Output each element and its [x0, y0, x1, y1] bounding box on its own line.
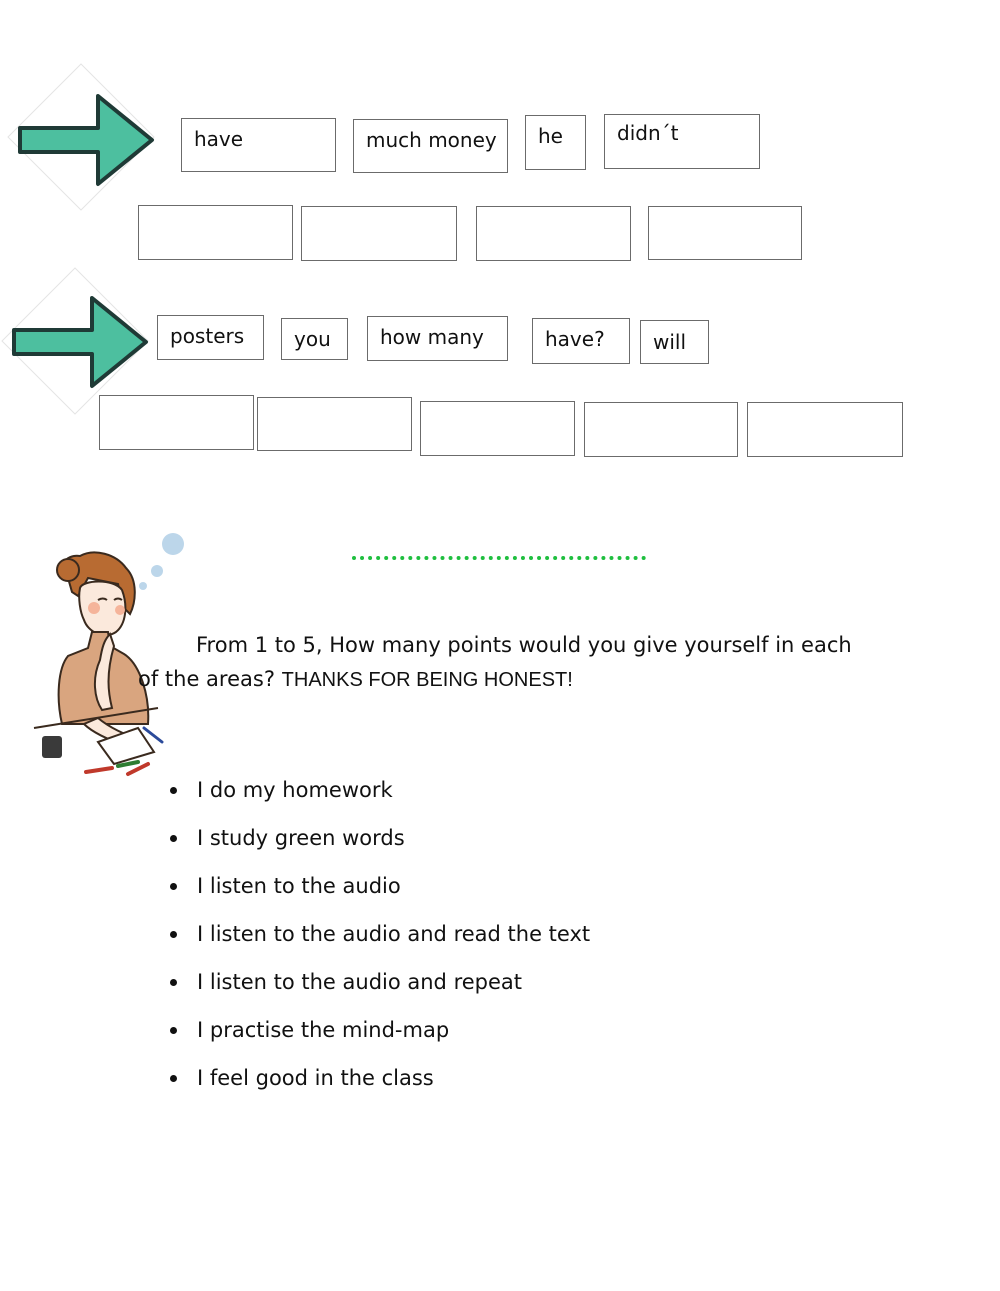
dotted-divider	[352, 556, 646, 560]
list-item: I listen to the audio and read the text	[168, 916, 590, 964]
instruction-line-1: From 1 to 5, How many points would you give yourself in each	[196, 633, 852, 657]
word-tile-9[interactable]: will	[640, 320, 709, 364]
drop-slot-2-5[interactable]	[747, 402, 903, 457]
drop-slot-1-1[interactable]	[138, 205, 293, 260]
word-tile-5[interactable]: posters	[157, 315, 264, 360]
self-assessment-list	[168, 772, 590, 1108]
list-item: I study green words	[168, 820, 590, 868]
word-tile-4[interactable]: didn´t	[604, 114, 760, 169]
word-tile-3[interactable]: he	[525, 115, 586, 170]
instruction-line-2: of the areas?	[138, 667, 275, 691]
word-tile-2[interactable]: much money	[353, 119, 508, 173]
list-item: I listen to the audio and repeat	[168, 964, 590, 1012]
drop-slot-2-2[interactable]	[257, 397, 412, 451]
right-arrow-icon	[6, 62, 156, 212]
word-tile-6[interactable]: you	[281, 318, 348, 360]
bullet-icon	[170, 1075, 177, 1082]
bullet-icon	[170, 883, 177, 890]
drop-slot-1-2[interactable]	[301, 206, 457, 261]
drop-slot-1-4[interactable]	[648, 206, 802, 260]
drop-slot-2-3[interactable]	[420, 401, 575, 456]
list-item: I do my homework	[168, 772, 590, 820]
word-tile-1[interactable]: have	[181, 118, 336, 172]
list-item: I listen to the audio	[168, 868, 590, 916]
drop-slot-1-3[interactable]	[476, 206, 631, 261]
drop-slot-2-1[interactable]	[99, 395, 254, 450]
bullet-icon	[170, 835, 177, 842]
right-arrow-icon	[0, 266, 150, 416]
instruction-caps: THANKS FOR BEING HONEST!	[281, 669, 573, 691]
bullet-icon	[170, 931, 177, 938]
bullet-icon	[170, 1027, 177, 1034]
bullet-icon	[170, 979, 177, 986]
word-tile-8[interactable]: have?	[532, 318, 630, 364]
list-item: I feel good in the class	[168, 1060, 590, 1108]
word-tile-7[interactable]: how many	[367, 316, 508, 361]
bullet-icon	[170, 787, 177, 794]
instruction-text	[138, 628, 878, 697]
list-item: I practise the mind-map	[168, 1012, 590, 1060]
drop-slot-2-4[interactable]	[584, 402, 738, 457]
